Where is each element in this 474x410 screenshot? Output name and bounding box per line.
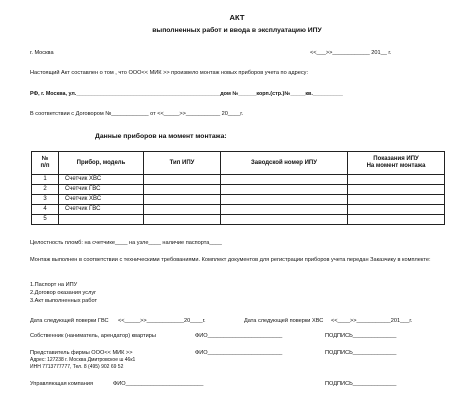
table-row	[32, 215, 445, 225]
verification-gvs-label: Дата следующей поверки ГВС	[30, 318, 109, 324]
device-type-cell	[144, 215, 221, 225]
row-number: 4	[32, 205, 59, 215]
device-type-cell	[144, 185, 221, 195]
representative-signature-field: ПОДПИСЬ______________	[325, 350, 397, 356]
row-number: 3	[32, 195, 59, 205]
row-number: 2	[32, 185, 59, 195]
table-header-row	[32, 152, 445, 175]
verification-xvs-label: Дата следующей поверки ХВС	[244, 318, 324, 324]
column-header: Прибор, модель	[59, 152, 144, 175]
management-signature-field: ПОДПИСЬ______________	[325, 381, 397, 387]
column-header: Заводской номер ИПУ	[221, 152, 348, 175]
device-model: Счетчик ХВС	[59, 175, 144, 185]
document-title: АКТ	[229, 13, 245, 22]
device-model	[59, 215, 144, 225]
representative-fio-field: ФИО________________________	[195, 350, 283, 356]
device-type-cell	[144, 205, 221, 215]
seal-integrity-line: Целостность пломб: на счетчике____ на узле____ наличие паспорта____	[30, 240, 222, 246]
doc-item: 1.Паспорт на ИПУ	[30, 282, 78, 288]
reading-cell	[348, 175, 445, 185]
serial-number-cell	[221, 195, 348, 205]
company-address: Адрес: 127238 г. Москва Дмитровское ш 46к1	[30, 357, 136, 363]
device-model: Счетчик ГВС	[59, 205, 144, 215]
reading-cell	[348, 195, 445, 205]
management-company-label: Управляющая компания	[30, 381, 94, 387]
column-header: № п/п	[32, 152, 59, 175]
document-date: <<___>>____________ 201__ г.	[310, 50, 392, 56]
column-header: Показания ИПУ На момент монтажа	[348, 152, 445, 175]
owner-signature-field: ПОДПИСЬ______________	[325, 333, 397, 339]
row-number: 1	[32, 175, 59, 185]
serial-number-cell	[221, 205, 348, 215]
reading-cell	[348, 185, 445, 195]
intro-text: Настоящий Акт составлен о том , что ООО<< МИК >> произвело монтаж новых приборов учета по адресу:	[30, 70, 308, 76]
table-row	[32, 205, 445, 215]
city: г. Москва	[30, 50, 54, 56]
owner-label: Собственник (наниматель, арендатор) квартиры	[30, 333, 156, 339]
device-model: Счетчик ГВС	[59, 185, 144, 195]
row-number: 5	[32, 215, 59, 225]
serial-number-cell	[221, 185, 348, 195]
installation-note: Монтаж выполнен в соответствии с техническими требованиями. Комплект документов для регистрации приборов учета передан Заказчику в комплекте:	[30, 257, 431, 263]
reading-cell	[348, 215, 445, 225]
verification-xvs-date: <<____>>___________201___г.	[331, 318, 413, 324]
table-heading: Данные приборов на момент монтажа:	[95, 133, 227, 140]
table-row	[32, 195, 445, 205]
table-row	[32, 185, 445, 195]
device-model: Счетчик ХВС	[59, 195, 144, 205]
device-type-cell	[144, 175, 221, 185]
document-subtitle: выполненных работ и ввода в эксплуатацию ИПУ	[152, 27, 322, 34]
contract-line: В соответствии с Договором №____________ от <<_____>>___________ 20____г.	[30, 111, 244, 117]
serial-number-cell	[221, 215, 348, 225]
doc-item: 3.Акт выполненных работ	[30, 298, 98, 304]
owner-fio-field: ФИО________________________	[195, 333, 283, 339]
devices-table	[31, 151, 445, 225]
representative-label: Представитель фирмы ООО<< МИК >>	[30, 350, 133, 356]
verification-gvs-date: <<_____>>____________20____г.	[118, 318, 206, 324]
company-inn-phone: ИНН 7713777777, Тел. 8 (495) 902 69 52	[30, 364, 124, 370]
management-fio-field: ФИО_________________________	[113, 381, 204, 387]
serial-number-cell	[221, 175, 348, 185]
device-type-cell	[144, 195, 221, 205]
reading-cell	[348, 205, 445, 215]
column-header: Тип ИПУ	[144, 152, 221, 175]
doc-item: 2.Договор оказания услуг	[30, 290, 97, 296]
table-row	[32, 175, 445, 185]
address-line: РФ, г. Москва, ул.________________________________________________дом №______корп.(стр.)№_____кв.__________	[30, 91, 343, 97]
